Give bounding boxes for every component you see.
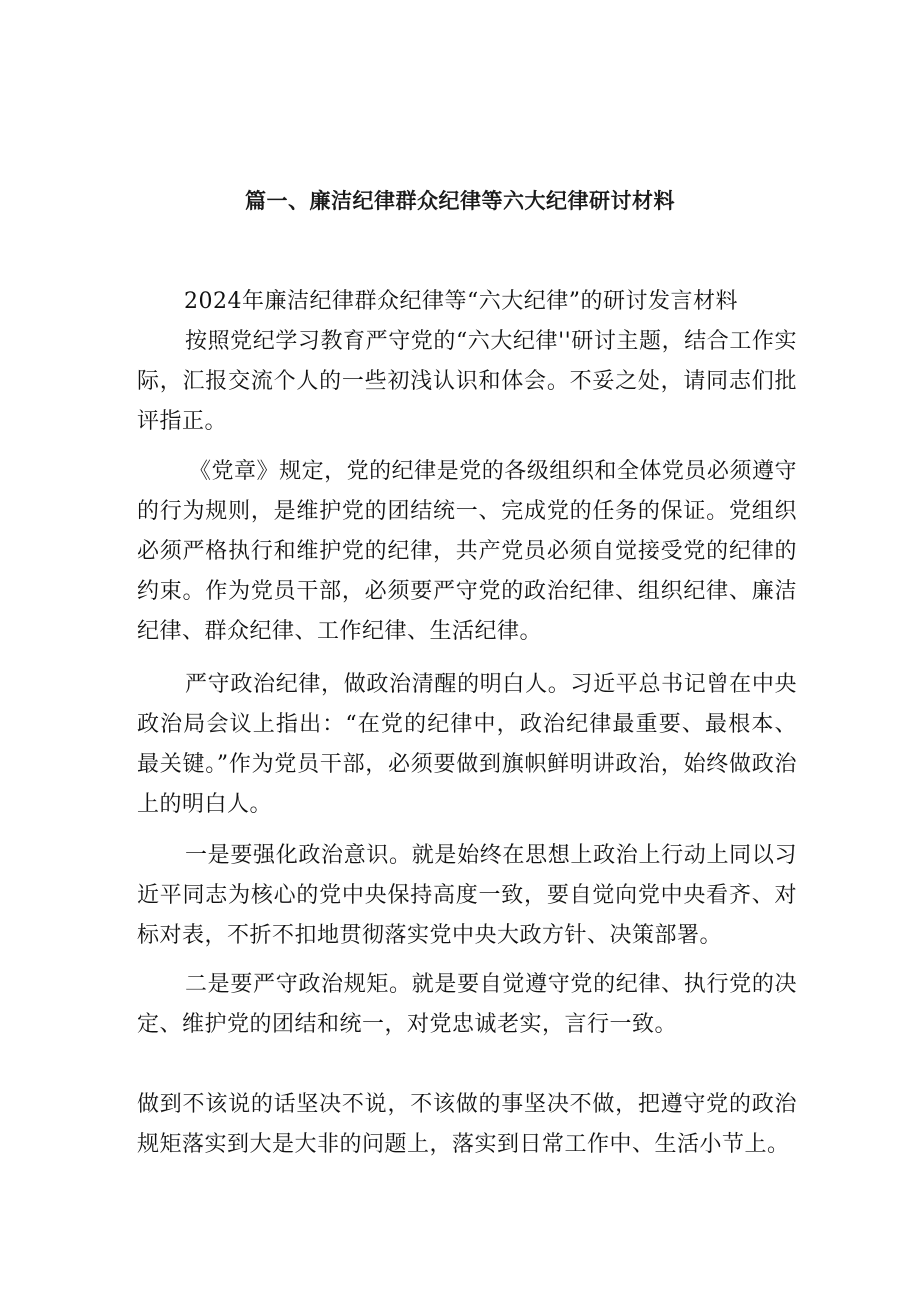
- paragraph-conclusion: 做到不该说的话坚决不说，不该做的事坚决不做，把遵守党的政治规矩落实到大是大非的问题上，落实到日常工作中、生活小节上。: [137, 1092, 797, 1157]
- paragraph-political-discipline: 严守政治纪律，做政治清醒的明白人。习近平总书记曾在中央政治局会议上指出：“在党的纪律中，政治纪律最重要、最根本、最关键。”作为党员干部，必须要做到旗帜鲜明讲政治，始终做政治上的明白人。: [137, 672, 797, 817]
- paragraph-party-constitution: 《党章》规定，党的纪律是党的各级组织和全体党员必须遵守的行为规则，是维护党的团结统一、完成党的任务的保证。党组织必须严格执行和维护党的纪律，共产党员必须自觉接受党的纪律的约束。作为党员干部，必须要严守党的政治纪律、组织纪律、廉洁纪律、群众纪律、工作纪律、生活纪律。: [137, 459, 797, 644]
- document-subtitle: 2024年廉洁纪律群众纪律等“六大纪律”的研讨发言材料: [184, 289, 738, 314]
- paragraph-point-one: 一是要强化政治意识。就是始终在思想上政治上行动上同以习近平同志为核心的党中央保持高度一致，要自觉向党中央看齐、对标对表，不折不扣地贯彻落实党中央大政方针、决策部署。: [137, 843, 797, 948]
- paragraph-point-two: 二是要严守政治规矩。就是要自觉遵守党的纪律、执行党的决定、维护党的团结和统一，对党忠诚老实，言行一致。: [137, 972, 797, 1037]
- paragraph-intro: 按照党纪学习教育严守党的“六大纪律''研讨主题，结合工作实际，汇报交流个人的一些初浅认识和体会。不妥之处，请同志们批评指正。: [137, 329, 797, 434]
- document-title: 篇一、廉洁纪律群众纪律等六大纪律研讨材料: [245, 189, 675, 213]
